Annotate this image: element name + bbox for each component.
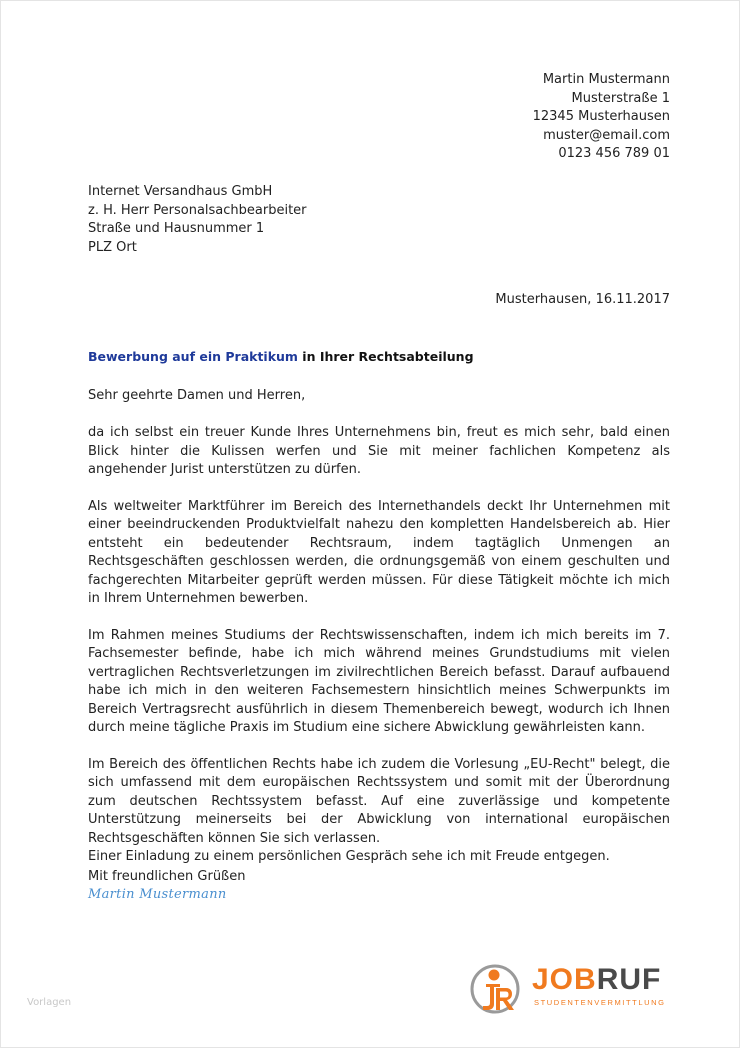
jobruf-emblem-icon (466, 960, 526, 1016)
subject-highlight: Bewerbung auf ein Praktikum (88, 349, 298, 364)
body-paragraph: Im Rahmen meines Studiums der Rechtswissenschaften, indem ich mich bereits im 7. Fachsemester befinde, habe ich mich während meines Grundstudiums mit vielen vertraglichen Rechtsverletzungen im zivilrechtlichen Bereich befasst. Darauf aufbauend habe ich mich in den weiteren Fachsemestern hinsichtlich meines Schwerpunkts im Bereich Vertragsrecht ausführlich in diesem Themenbereich bewegt, wodurch ich Ihnen durch meine tägliche Praxis im Studium eine sichere Abwicklung gewährleisten kann. (88, 627, 670, 735)
body-paragraph: da ich selbst ein treuer Kunde Ihres Unternehmens bin, freut es mich sehr, bald einen Blick hinter die Kulissen werfen und Sie mit meiner fachlichen Kompetenz als angehender Jurist unterstützen zu dürfen. (88, 425, 670, 477)
sender-address-block (533, 71, 670, 164)
sender-phone: 0123 456 789 01 (558, 146, 670, 161)
logo-tagline: STUDENTENVERMITTLUNG (534, 998, 666, 1007)
recipient-attention: z. H. Herr Personalsachbearbeiter (88, 202, 307, 218)
logo-word-dark: RUF (596, 963, 662, 996)
signature: Martin Mustermann (88, 887, 227, 902)
salutation: Sehr geehrte Damen und Herren, (88, 388, 306, 403)
body-paragraph: Als weltweiter Marktführer im Bereich des Internethandels deckt Ihr Unternehmen mit einer beeindruckenden Produktvielfalt nahezu den kompletten Handelsbereich ab. Hier entsteht ein bedeutender Rechtsraum, indem tagtäglich Unmengen an Rechtsgeschäften geschlossen werden, die ordnungsgemäß von einem geschulten und fachgerechten Mitarbeiter geprüft werden müssen. Für diese Tätigkeit möchte ich mich in Ihrem Unternehmen bewerben. (88, 498, 670, 606)
subject-line (88, 349, 474, 364)
recipient-street: Straße und Hausnummer 1 (88, 221, 265, 236)
logo-word-accent: JOB (532, 963, 597, 996)
body-paragraph: Einer Einladung zu einem persönlichen Gespräch sehe ich mit Freude entgegen. (88, 849, 610, 864)
sender-street: Musterstraße 1 (571, 90, 670, 106)
recipient-address-block (88, 183, 307, 257)
letter-date: Musterhausen, 16.11.2017 (495, 292, 670, 307)
logo-wordmark (532, 963, 661, 997)
closing-phrase: Mit freundlichen Grüßen (88, 869, 246, 884)
recipient-company: Internet Versandhaus GmbH (88, 184, 273, 199)
recipient-city: PLZ Ort (88, 239, 137, 255)
subject-rest: in Ihrer Rechtsabteilung (297, 349, 474, 364)
sender-email: muster@email.com (543, 127, 670, 143)
sender-city: 12345 Musterhausen (532, 109, 670, 124)
jobruf-logo (466, 960, 676, 1016)
watermark: Vorlagen (27, 997, 72, 1008)
sender-name: Martin Mustermann (542, 72, 670, 87)
letter-body (88, 424, 670, 867)
body-paragraph: Im Bereich des öffentlichen Rechts habe ich zudem die Vorlesung „EU-Recht" belegt, die sich umfassend mit dem europäischen Rechtssystem und somit mit der Überordnung zum deutschen Rechtssystem befasst. Auf eine zuverlässige und kompetente Unterstützung meinerseits bei der Abwicklung von international europäischen Rechtsgeschäften können Sie sich verlassen. (88, 756, 670, 846)
